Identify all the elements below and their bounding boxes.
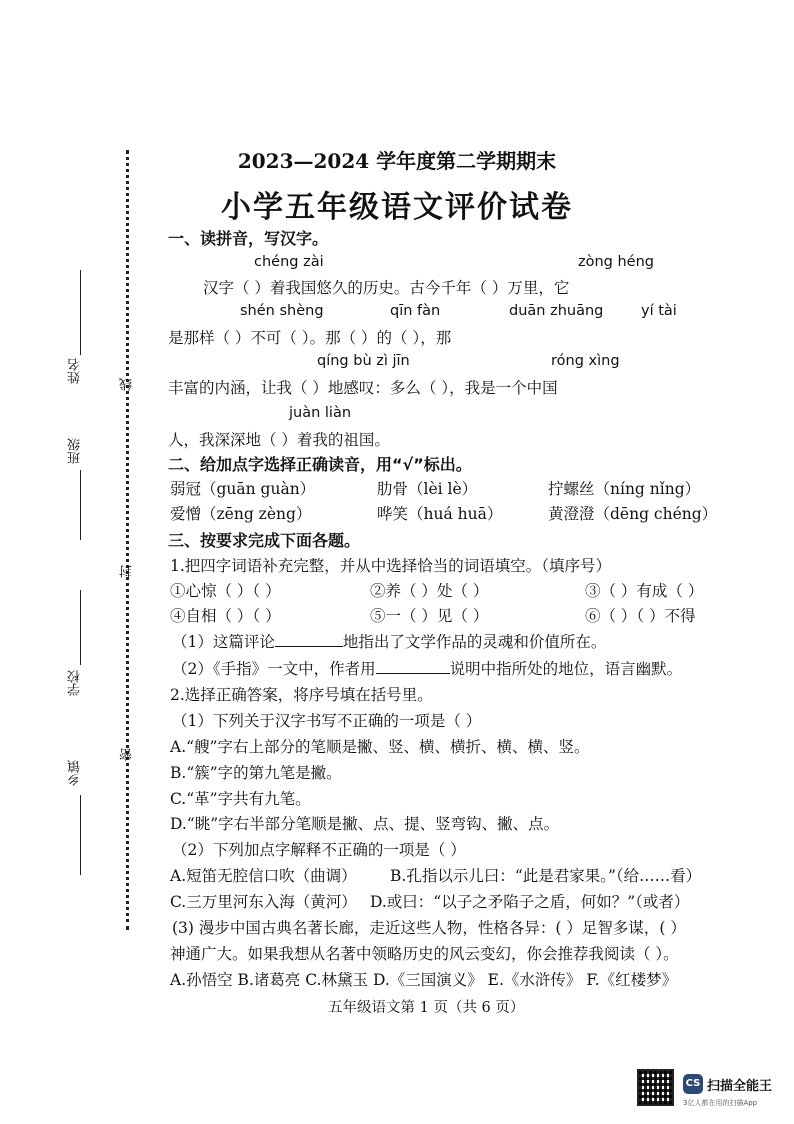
idiom-item: ⑤一（ ）见（ ） — [370, 607, 489, 625]
side-label-name: 姓名 — [68, 358, 83, 384]
fill-sentence-1: （1）这篇评论 地指出了文学作品的灵魂和价值所在。 — [172, 633, 607, 651]
section-1-heading: 一、读拼音，写汉字。 — [168, 229, 329, 248]
town-blank-line — [80, 795, 81, 875]
side-label-class: 班级 — [68, 438, 83, 464]
pinyin: qīn fàn — [390, 303, 441, 319]
fill-line: 汉字（ ）着我国悠久的历史。古今千年（ ）万里，它 — [203, 279, 570, 297]
option: C.三万里河东入海（黄河） — [170, 893, 357, 911]
fill-line: 丰富的内涵，让我（ ）地感叹：多么（ ），我是一个中国 — [168, 379, 558, 397]
binding-dotted-line — [126, 150, 129, 930]
reading-item: 哗笑（huá huā） — [377, 505, 503, 523]
option: C.“革”字共有九笔。 — [170, 790, 311, 808]
question-2: 2.选择正确答案，将序号填在括号里。 — [170, 686, 433, 704]
qr-code-icon — [637, 1069, 674, 1106]
pinyin: róng xìng — [551, 353, 620, 369]
side-mark-mi: 密 — [120, 748, 135, 761]
name-blank-line — [80, 270, 81, 355]
reading-item: 弱冠（guān guàn） — [170, 480, 316, 498]
sub-question: （1）下列关于汉字书写不正确的一项是（ ） — [172, 712, 482, 730]
idiom-item: ③（ ）有成（ ） — [585, 582, 704, 600]
scanner-brand: 扫描全能王 — [707, 1079, 773, 1094]
class-blank-line — [80, 470, 81, 540]
sub-question: （2）下列加点字解释不正确的一项是（ ） — [172, 841, 466, 859]
option: D.“眺”字右半部分笔顺是撇、点、提、竖弯钩、撇、点。 — [170, 815, 560, 833]
pinyin: zòng héng — [578, 254, 654, 270]
idiom-item: ⑥（ ）（ ）不得 — [585, 607, 696, 625]
options-row: A.孙悟空 B.诸葛亮 C.林黛玉 D.《三国演义》 E.《水浒传》 F.《红楼梦》 — [170, 971, 678, 989]
cs-logo-icon: CS — [683, 1074, 703, 1094]
reading-item: 肋骨（lèi lè） — [377, 480, 478, 498]
pinyin: duān zhuāng — [509, 303, 604, 319]
sub-question: (3) 漫步中国古典名著长廊，走近这些人物，性格各异：( ）足智多谋，( ） — [172, 919, 686, 937]
option: D.或曰：“以子之矛陷子之盾，何如？”（或者） — [370, 893, 690, 911]
fill-line: 是那样（ ）不可（ ）。那（ ）的（ ），那 — [168, 329, 452, 347]
side-mark-xian: 线 — [120, 378, 135, 391]
reading-item: 黄澄澄（dēng chéng） — [548, 505, 718, 523]
side-label-school: 学校 — [68, 670, 83, 696]
idiom-item: ②养（ ）处（ ） — [370, 582, 489, 600]
blank-line — [376, 659, 450, 674]
fill-line: 人，我深深地（ ）着我的祖国。 — [168, 431, 390, 449]
sub-question-cont: 神通广大。如果我想从名著中领略历史的风云变幻，你会推荐我阅读（ ）。 — [170, 945, 679, 963]
pinyin: chéng zài — [254, 254, 324, 270]
option: B.“簇”字的第九笔是撇。 — [170, 764, 342, 782]
reading-item: 拧螺丝（níng nǐng） — [548, 480, 701, 498]
exam-term: 2023—2024 学年度第二学期期末 — [237, 149, 557, 173]
option: A.短笛无腔信口吹（曲调） — [170, 867, 357, 885]
option: A.“艘”字右上部分的笔顺是撇、竖、横、横折、横、横、竖。 — [170, 738, 590, 756]
pinyin: qíng bù zì jīn — [317, 353, 410, 369]
scanner-tagline: 3亿人都在用的扫描App — [683, 1099, 758, 1107]
reading-item: 爱憎（zēng zèng） — [170, 505, 312, 523]
section-3-heading: 三、按要求完成下面各题。 — [168, 531, 361, 550]
pinyin: juàn liàn — [289, 405, 352, 421]
side-mark-feng: 封 — [120, 565, 135, 578]
side-label-town: 乡镇 — [68, 760, 83, 786]
blank-line — [275, 632, 343, 647]
page-footer: 五年级语文第 1 页（共 6 页） — [328, 1000, 525, 1016]
exam-title: 小学五年级语文评价试卷 — [221, 190, 573, 225]
pinyin: yí tài — [641, 303, 677, 319]
section-2-heading: 二、给加点字选择正确读音，用“√”标出。 — [168, 455, 472, 474]
school-blank-line — [80, 590, 81, 665]
idiom-item: ④自相（ ）（ ） — [170, 607, 281, 625]
pinyin: shén shèng — [240, 303, 324, 319]
idiom-item: ①心惊（ ）（ ） — [170, 582, 281, 600]
fill-sentence-2: （2）《手指》一文中，作者用 说明中指所处的地位，语言幽默。 — [172, 660, 683, 678]
option: B.孔指以示儿曰：“此是君家果。”（给……看） — [390, 867, 702, 885]
question-1: 1.把四字词语补充完整，并从中选择恰当的词语填空。（填序号） — [170, 557, 612, 575]
